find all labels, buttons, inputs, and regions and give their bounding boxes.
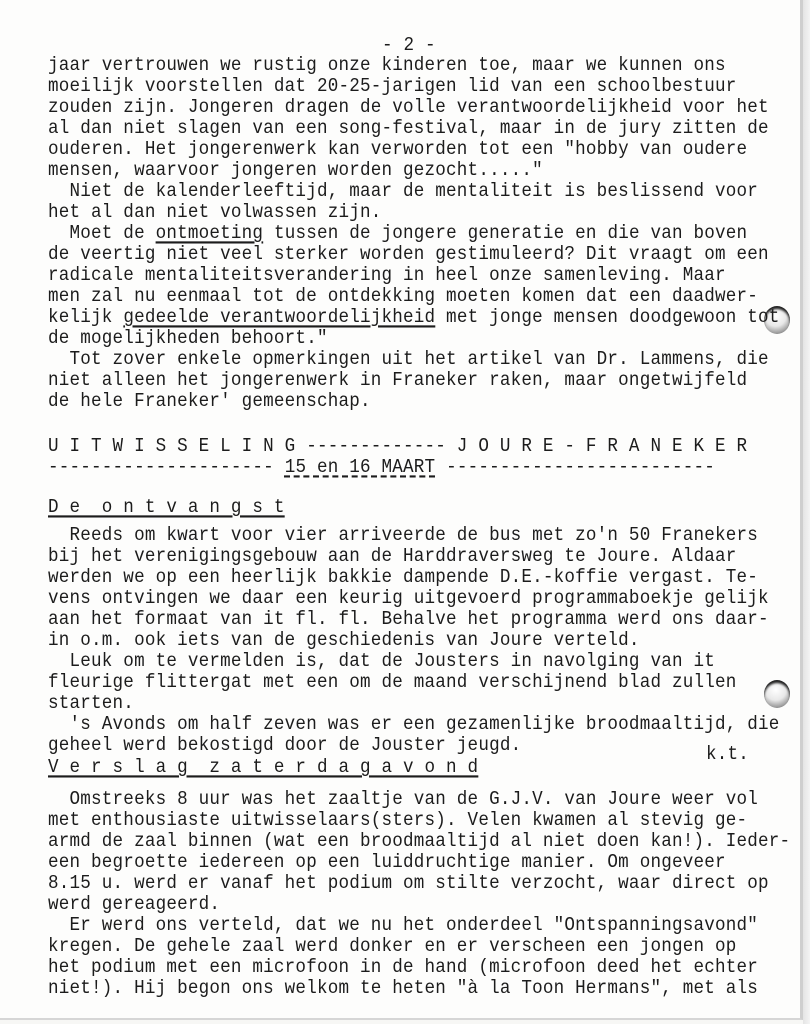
text-line: niet!). Hij begon ons welkom te heten "à la Toon Hermans", met als <box>48 978 759 1000</box>
author-initials: k.t. <box>706 744 750 766</box>
text-line: niet alleen het jongerenwerk in Franeker raken, maar ongetwijfeld <box>48 370 748 392</box>
text-line: jaar vertrouwen we rustig onze kinderen toe, maar we kunnen ons <box>48 55 726 77</box>
text-line: geheel werd bekostigd door de Jouster jeugd. <box>48 735 522 757</box>
text-line: Omstreeks 8 uur was het zaaltje van de G.J.V. van Joure weer vol <box>48 789 759 811</box>
text-line <box>48 307 780 329</box>
text-line: Reeds om kwart voor vier arriveerde de bus met zo'n 50 Franekers <box>48 525 759 547</box>
text-line: radicale mentaliteitsverandering in heel onze samenleving. Maar <box>48 265 726 287</box>
text-line: de hele Franeker' gemeenschap. <box>48 391 371 413</box>
text-fragment: kelijk <box>48 307 124 329</box>
text-line: mensen, waarvoor jongeren worden gezocht....." <box>48 160 543 182</box>
text-line: ouderen. Het jongerenwerk kan verworden tot een "hobby van oudere <box>48 139 748 161</box>
text-line: in o.m. ook iets van de geschiedenis van Joure verteld. <box>48 630 640 652</box>
text-line: moeilijk voorstellen dat 20-25-jarigen lid van een schoolbestuur <box>48 76 737 98</box>
banner-date-line <box>48 457 715 479</box>
text-line: 's Avonds om half zeven was er een gezamenlijke broodmaaltijd, die <box>48 714 780 736</box>
section-heading: V e r s l a g z a t e r d a g a v o n d <box>48 757 479 779</box>
text-line: al dan niet slagen van een song-festival, maar in de jury zitten de <box>48 118 769 140</box>
text-line: Niet de kalenderleeftijd, maar de mentaliteit is beslissend voor <box>48 181 759 203</box>
text-line: het podium met een microfoon in de hand (microfoon deed het echter <box>48 957 759 979</box>
dash-rule: ------------------------- <box>435 457 716 479</box>
text-line: het al dan niet volwassen zijn. <box>48 202 382 224</box>
text-line: met enthousiaste uitwisselaars(sters). Velen kwamen al stevig ge- <box>48 810 748 832</box>
text-line: Er werd ons verteld, dat we nu het onderdeel "Ontspanningsavond" <box>48 915 759 937</box>
text-line: 8.15 u. werd er vanaf het podium om stilte verzocht, waar direct op <box>48 873 769 895</box>
underlined-term: ontmoeting <box>155 223 264 245</box>
text-line: armd de zaal binnen (wat een broodmaaltijd al niet doen kan!). Ieder- <box>48 831 791 853</box>
text-line: werd gereageerd. <box>48 894 221 916</box>
text-line: starten. <box>48 693 135 715</box>
text-line: de veertig niet veel sterker worden gestimuleerd? Dit vraagt om een <box>48 244 769 266</box>
text-line: Tot zover enkele opmerkingen uit het artikel van Dr. Lammens, die <box>48 349 769 371</box>
text-line: bij het verenigingsgebouw aan de Harddraversweg te Joure. Aldaar <box>48 546 737 568</box>
text-line: Leuk om te vermelden is, dat de Jousters in navolging van it <box>48 651 715 673</box>
text-line: zouden zijn. Jongeren dragen de volle verantwoordelijkheid voor het <box>48 97 769 119</box>
text-line: aan het formaat van it fl. fl. Behalve het programma werd ons daar- <box>48 609 769 631</box>
text-line: de mogelijkheden behoort." <box>48 328 328 350</box>
text-line: fleurige flittergat met een om de maand verschijnend blad zullen <box>48 672 737 694</box>
section-heading: D e o n t v a n g s t <box>48 497 285 519</box>
text-line: werden we op een heerlijk bakkie dampende D.E.-koffie vergast. Te- <box>48 567 759 589</box>
page-number: - 2 - <box>382 35 436 57</box>
event-date: 15 en 16 MAART <box>284 457 436 479</box>
banner-title: U I T W I S S E L I N G ------------- J O U R E - F R A N E K E R <box>48 436 748 458</box>
punch-hole <box>764 680 790 708</box>
text-line: een begroette iedereen op een luiddruchtige manier. Om ongeveer <box>48 852 726 874</box>
underlined-term: gedeelde verantwoordelijkheid <box>123 307 436 329</box>
text-line: vens ontvingen we daar een keurig uitgevoerd programmaboekje gelijk <box>48 588 769 610</box>
text-fragment: tussen de jongere generatie en die van boven <box>263 223 748 245</box>
text-fragment: met jonge mensen doodgewoon tot <box>435 307 780 329</box>
paper-edge <box>803 0 810 1024</box>
text-fragment: Moet de <box>48 223 156 245</box>
text-line <box>48 223 747 245</box>
dash-rule: --------------------- <box>48 457 285 479</box>
text-line: kregen. De gehele zaal werd donker en er verscheen een jongen op <box>48 936 737 958</box>
text-line: men zal nu eenmaal tot de ontdekking moeten komen dat een daadwer- <box>48 286 759 308</box>
